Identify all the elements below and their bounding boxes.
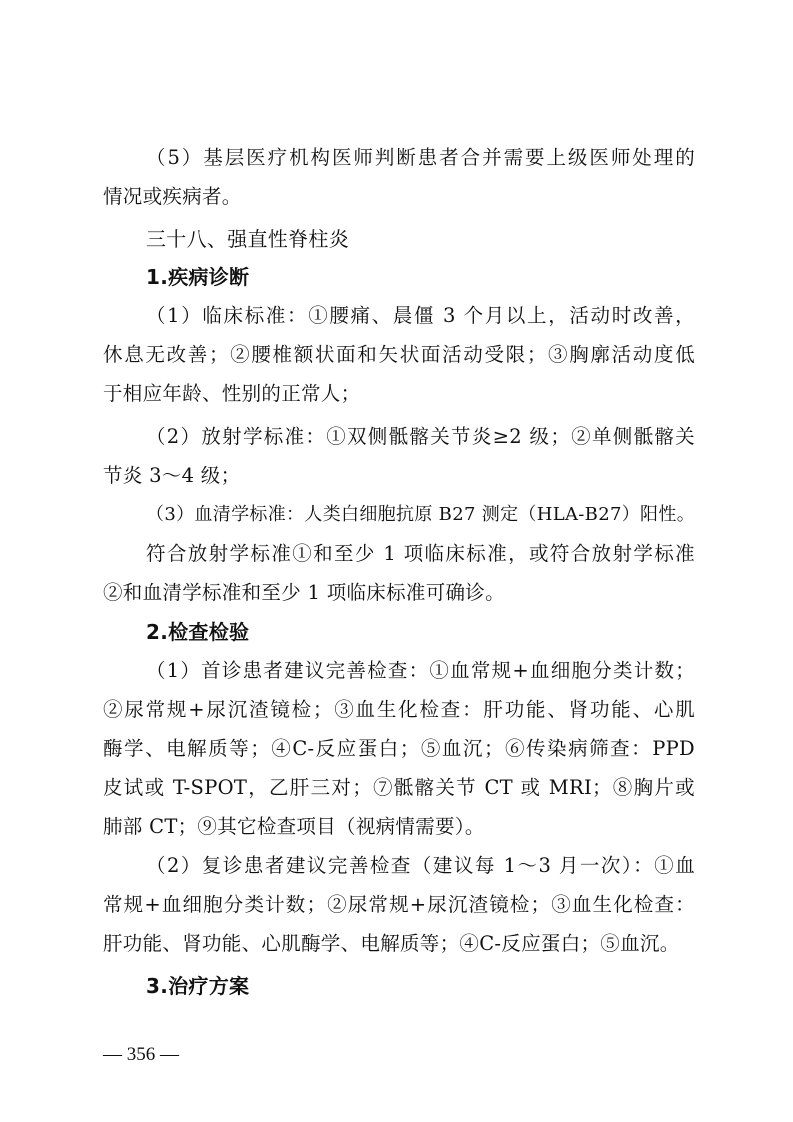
- paragraph-line: 情况或疾病者。: [103, 185, 242, 208]
- paragraph-line: （3）血清学标准：人类白细胞抗原 B27 测定（HLA-B27）阳性。: [146, 504, 695, 525]
- subsection-heading: 1.疾病诊断: [146, 265, 250, 289]
- paragraph-line: 肝功能、肾功能、心肌酶学、电解质等；④C-反应蛋白；⑤血沉。: [103, 932, 680, 955]
- paragraph-line: （2）复诊患者建议完善检查（建议每 1～3 月一次）：①血: [146, 854, 695, 877]
- subsection-heading: 2.检查检验: [146, 620, 250, 644]
- paragraph-line: 常规+血细胞分类计数；②尿常规+尿沉渣镜检；③血生化检查：: [103, 893, 695, 916]
- paragraph-line: （2）放射学标准：①双侧骶髂关节炎≥2 级；②单侧骶髂关: [146, 425, 695, 448]
- paragraph-line: （1）首诊患者建议完善检查：①血常规+血细胞分类计数；: [146, 659, 695, 682]
- paragraph-line: 肺部 CT；⑨其它检查项目（视病情需要）。: [103, 815, 485, 838]
- paragraph-line: ②尿常规+尿沉渣镜检；③血生化检查：肝功能、肾功能、心肌: [103, 698, 695, 721]
- subsection-heading: 3.治疗方案: [146, 974, 250, 998]
- paragraph-line: ②和血清学标准和至少 1 项临床标准可确诊。: [103, 581, 505, 604]
- paragraph-line: 皮试或 T-SPOT，乙肝三对；⑦骶髂关节 CT 或 MRI；⑧胸片或: [103, 776, 695, 799]
- section-heading: 三十八、强直性脊柱炎: [146, 227, 349, 251]
- page-number: — 356 —: [103, 1044, 179, 1065]
- paragraph-line: （1）临床标准：①腰痛、晨僵 3 个月以上，活动时改善，: [146, 304, 695, 327]
- paragraph-line: 休息无改善；②腰椎额状面和矢状面活动受限；③胸廓活动度低: [103, 343, 695, 366]
- paragraph-line: 节炎 3～4 级；: [103, 464, 241, 487]
- paragraph-line: 符合放射学标准①和至少 1 项临床标准，或符合放射学标准: [146, 542, 695, 565]
- paragraph-line: （5）基层医疗机构医师判断患者合并需要上级医师处理的: [146, 146, 695, 169]
- paragraph-line: 于相应年龄、性别的正常人；: [103, 382, 361, 405]
- paragraph-line: 酶学、电解质等；④C-反应蛋白；⑤血沉；⑥传染病筛查：PPD: [103, 737, 695, 760]
